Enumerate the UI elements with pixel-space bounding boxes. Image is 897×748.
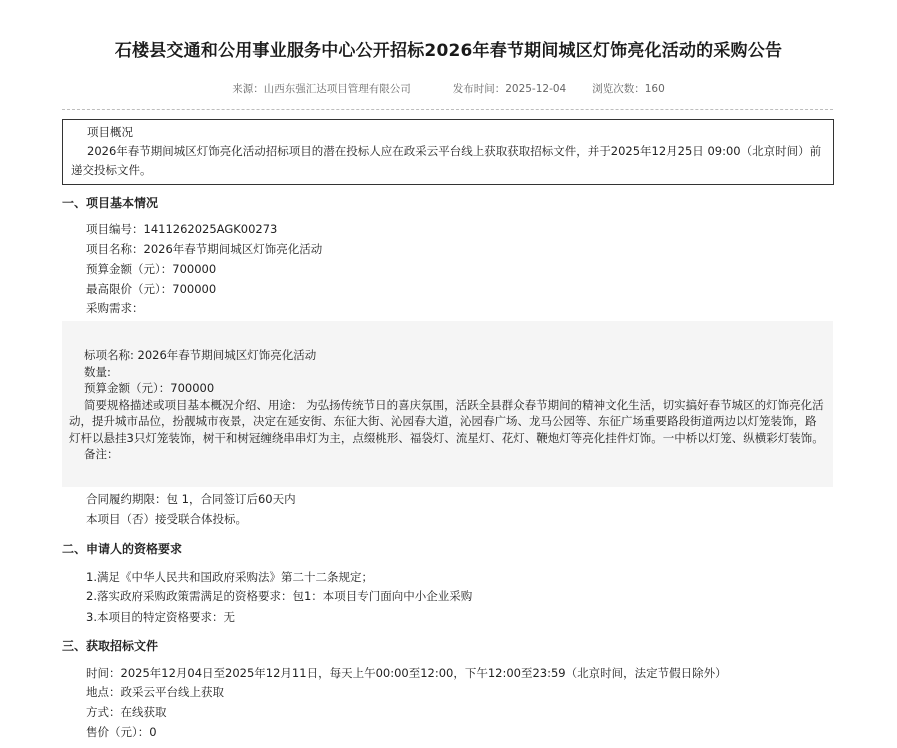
header-divider [62,109,833,110]
lot-remark: 备注： [84,447,119,461]
budget-amount: 预算金额（元）：700000 [86,262,217,276]
lot-budget: 预算金额（元）：700000 [84,381,215,395]
section-heading-qualifications: 二、申请人的资格要求 [62,542,183,556]
lot-description: 简要规格描述或项目基本概况介绍、用途： 为弘扬传统节日的喜庆氛围，活跃全县群众春节期间的精神文化生活，切实搞好春节城区的灯饰亮化活动，提升城市品位，扮靓城市夜景，决定在延安街、东征大街、沁园春大道，沁园春广场、龙马公园等、东征广场重要路段街道两边以灯笼装饰，路灯杆以悬挂3只灯笼装饰，树干和树冠缠绕串串灯为主，点缀桃形、福袋灯、流星灯、花灯、鞭炮灯等亮化挂件灯饰。一中桥以灯笼、纵横彩灯装饰。 [69,397,824,445]
document-method: 方式：在线获取 [86,705,167,719]
document-place: 地点：政采云平台线上获取 [86,685,224,699]
procurement-demand-label: 采购需求： [86,301,144,315]
lot-details-box [62,321,833,487]
project-name: 项目名称：2026年春节期间城区灯饰亮化活动 [86,242,323,256]
lot-quantity: 数量: [84,364,111,379]
max-price: 最高限价（元）：700000 [86,282,217,296]
consortium-bidding: 本项目（否）接受联合体投标。 [86,512,247,526]
page-title: 石楼县交通和公用事业服务中心公开招标2026年春节期间城区灯饰亮化活动的采购公告 [114,41,783,61]
meta-source: 来源：山西东强汇达项目管理有限公司 [232,83,411,95]
lot-name: 标项名称: 2026年春节期间城区灯饰亮化活动 [84,348,317,362]
article-meta [0,81,897,96]
overview-title: 项目概况 [87,125,133,139]
project-overview-box [62,119,834,185]
document-price: 售价（元）：0 [86,725,157,739]
qualification-item: 2.落实政府采购政策需满足的资格要求：包1：本项目专门面向中小企业采购 [86,589,473,603]
qualification-item: 3.本项目的特定资格要求：无 [86,610,235,624]
qualification-item: 1.满足《中华人民共和国政府采购法》第二十二条规定； [86,570,373,584]
section-heading-basic-info: 一、项目基本情况 [62,196,159,210]
overview-text: 2026年春节期间城区灯饰亮化活动招标项目的潜在投标人应在政采云平台线上获取获取招标文件，并于2025年12月25日 09:00（北京时间）前递交投标文件。 [71,144,822,177]
meta-publish-time: 发布时间：2025-12-04 [452,83,567,95]
contract-period: 合同履约期限：包 1，合同签订后60天内 [86,492,296,506]
section-heading-get-documents: 三、获取招标文件 [62,639,159,653]
project-number: 项目编号：1411262025AGK00273 [86,222,278,236]
meta-views: 浏览次数：160 [592,83,665,95]
document-time: 时间：2025年12月04日至2025年12月11日，每天上午00:00至12:00，下午12:00至23:59（北京时间，法定节假日除外） [86,666,727,680]
